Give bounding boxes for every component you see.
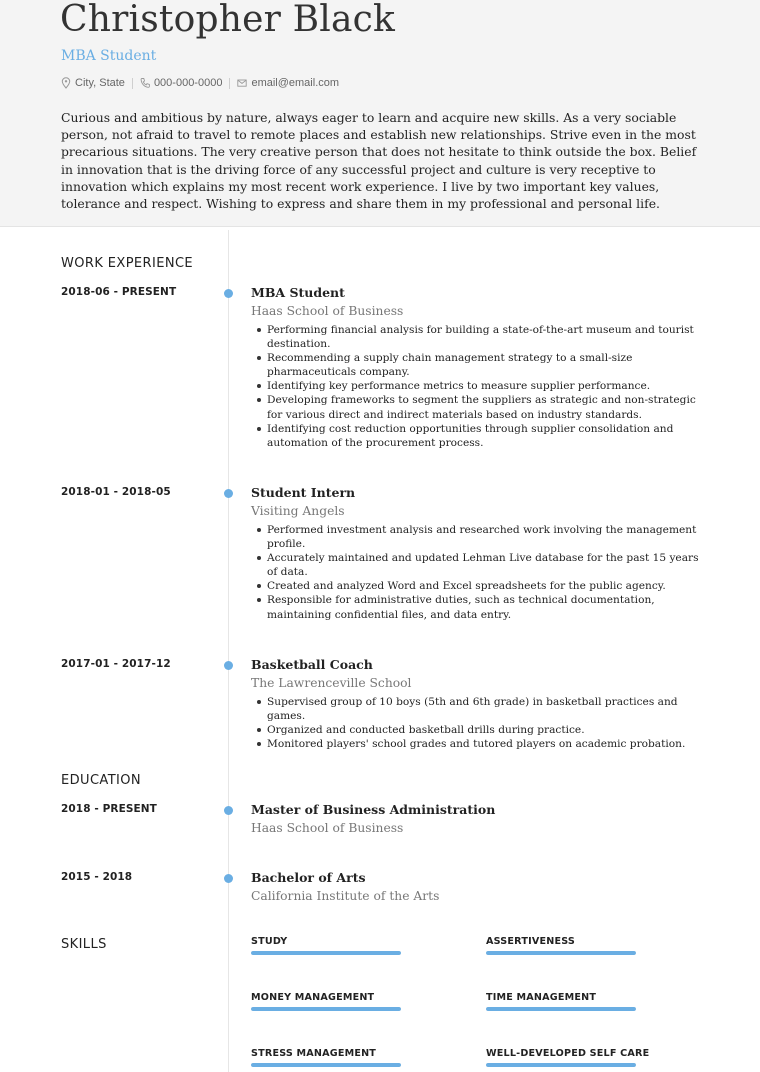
list-item: Performed investment analysis and researched work involving the management profile. bbox=[267, 523, 707, 551]
candidate-title: MBA Student bbox=[61, 48, 157, 64]
email-icon bbox=[237, 77, 247, 89]
timeline-dot bbox=[224, 661, 233, 670]
list-item: Created and analyzed Word and Excel spreadsheets for the public agency. bbox=[267, 579, 707, 593]
candidate-name: Christopher Black bbox=[60, 0, 396, 40]
entry-organization: The Lawrenceville School bbox=[251, 676, 412, 690]
entry-date: 2017-01 - 2017-12 bbox=[61, 658, 171, 670]
skill-item bbox=[251, 992, 421, 1011]
entry-role: MBA Student bbox=[251, 285, 345, 300]
phone-icon bbox=[140, 77, 150, 89]
entry-organization: Haas School of Business bbox=[251, 304, 404, 318]
skill-bar bbox=[486, 1063, 636, 1067]
entry-degree: Master of Business Administration bbox=[251, 802, 496, 817]
entry-bullets bbox=[267, 695, 707, 751]
section-title-work: WORK EXPERIENCE bbox=[61, 256, 194, 271]
entry-date: 2018 - PRESENT bbox=[61, 803, 157, 815]
list-item: Developing frameworks to segment the suppliers as strategic and non-strategic for various direct and indirect materials based on industry standards. bbox=[267, 393, 707, 421]
entry-date: 2015 - 2018 bbox=[61, 871, 133, 883]
skill-bar bbox=[486, 951, 636, 955]
entry-school: California Institute of the Arts bbox=[251, 889, 440, 903]
entry-organization: Visiting Angels bbox=[251, 504, 345, 518]
skill-bar-fill bbox=[486, 951, 636, 955]
entry-role: Student Intern bbox=[251, 485, 356, 500]
location-text: City, State bbox=[75, 77, 125, 89]
phone-text: 000-000-0000 bbox=[153, 77, 223, 89]
section-title-education: EDUCATION bbox=[61, 773, 142, 788]
skill-name: ASSERTIVENESS bbox=[486, 936, 575, 947]
skill-item bbox=[486, 1048, 656, 1067]
skill-bar bbox=[251, 1007, 401, 1011]
profile-summary: Curious and ambitious by nature, always eager to learn and acquire new skills. As a very sociable person, not afraid to travel to remote places and establish new relationships. Strive even in the most precarious situations. The very creative person that does not hesitate to think outside the box. Belief in innovation that is the driving force of any successful project and culture is very receptive to innovation which explains my most recent work experience. I live by two important key values, tolerance and respect. Wishing to express and share them in my professional and personal life. bbox=[61, 110, 697, 212]
contact-divider bbox=[229, 78, 230, 89]
skill-name: STRESS MANAGEMENT bbox=[251, 1048, 377, 1059]
timeline-dot bbox=[224, 806, 233, 815]
skill-item bbox=[251, 936, 421, 955]
entry-degree: Bachelor of Arts bbox=[251, 870, 366, 885]
skill-name: TIME MANAGEMENT bbox=[486, 992, 597, 1003]
list-item: Performing financial analysis for building a state-of-the-art museum and tourist destination. bbox=[267, 323, 707, 351]
list-item: Organized and conducted basketball drills during practice. bbox=[267, 723, 707, 737]
contact-email[interactable] bbox=[237, 77, 339, 89]
list-item: Monitored players' school grades and tutored players on academic probation. bbox=[267, 737, 707, 751]
skill-bar-fill bbox=[486, 1007, 636, 1011]
list-item: Responsible for administrative duties, such as technical documentation, maintaining confidential files, and data entry. bbox=[267, 593, 707, 621]
email-text[interactable]: email@email.com bbox=[251, 77, 340, 89]
resume-header bbox=[0, 0, 760, 227]
timeline-dot bbox=[224, 874, 233, 883]
contact-divider bbox=[132, 78, 133, 89]
skill-bar-fill bbox=[251, 1063, 401, 1067]
entry-bullets bbox=[267, 523, 707, 622]
entry-date: 2018-01 - 2018-05 bbox=[61, 486, 171, 498]
skill-bar bbox=[486, 1007, 636, 1011]
entry-bullets bbox=[267, 323, 707, 450]
skill-name: STUDY bbox=[251, 936, 288, 947]
timeline-dot bbox=[224, 489, 233, 498]
skill-bar bbox=[251, 951, 401, 955]
skill-bar bbox=[251, 1063, 401, 1067]
skill-name: WELL-DEVELOPED SELF CARE bbox=[486, 1048, 650, 1059]
contact-phone bbox=[140, 77, 223, 89]
timeline-dot bbox=[224, 289, 233, 298]
contact-info bbox=[61, 75, 339, 91]
skill-item bbox=[251, 1048, 421, 1067]
skill-bar-fill bbox=[486, 1063, 636, 1067]
list-item: Supervised group of 10 boys (5th and 6th grade) in basketball practices and games. bbox=[267, 695, 707, 723]
location-pin-icon bbox=[61, 77, 71, 89]
skill-bar-fill bbox=[251, 951, 401, 955]
entry-date: 2018-06 - PRESENT bbox=[61, 286, 177, 298]
list-item: Accurately maintained and updated Lehman Live database for the past 15 years of data. bbox=[267, 551, 707, 579]
list-item: Identifying key performance metrics to measure supplier performance. bbox=[267, 379, 707, 393]
skill-name: MONEY MANAGEMENT bbox=[251, 992, 375, 1003]
entry-school: Haas School of Business bbox=[251, 821, 404, 835]
timeline-line bbox=[228, 230, 229, 1072]
skill-item bbox=[486, 936, 656, 955]
contact-location bbox=[61, 77, 125, 89]
section-title-skills: SKILLS bbox=[61, 937, 107, 952]
list-item: Recommending a supply chain management strategy to a small-size pharmaceuticals company. bbox=[267, 351, 707, 379]
list-item: Identifying cost reduction opportunities through supplier consolidation and automation of the procurement process. bbox=[267, 422, 707, 450]
entry-role: Basketball Coach bbox=[251, 657, 373, 672]
skill-bar-fill bbox=[251, 1007, 401, 1011]
skill-item bbox=[486, 992, 656, 1011]
